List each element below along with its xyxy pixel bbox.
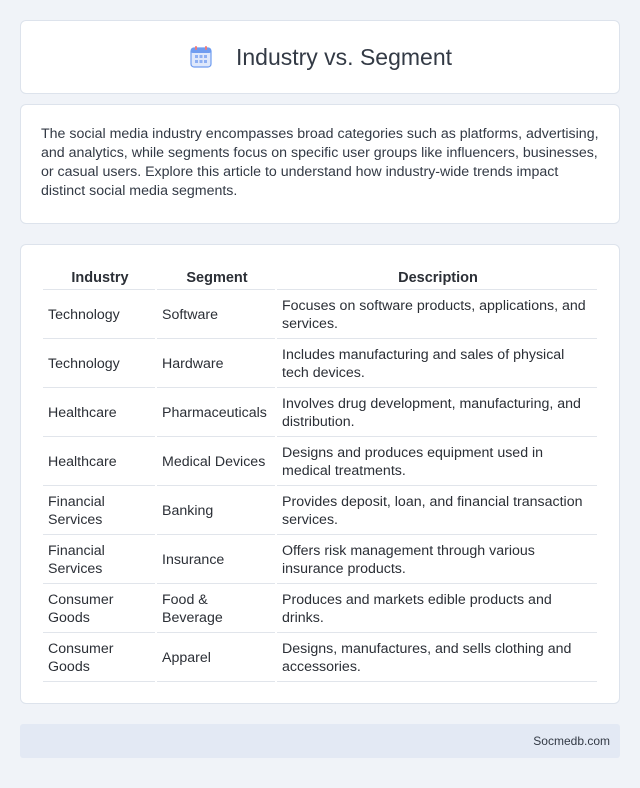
table-row [43,584,599,633]
cell-segment: Food & Beverage [157,584,277,633]
cell-industry: Consumer Goods [43,584,157,633]
table-card [20,244,620,704]
table-header-row [43,265,599,290]
cell-description: Involves drug development, manufacturing, and distribution. [277,388,599,437]
intro-card [20,104,620,224]
cell-industry: Financial Services [43,535,157,584]
cell-segment: Medical Devices [157,437,277,486]
cell-industry: Consumer Goods [43,633,157,682]
cell-segment: Hardware [157,339,277,388]
cell-segment: Software [157,290,277,339]
footer [20,724,620,758]
calendar-icon [188,44,214,70]
header-segment: Segment [157,265,277,290]
cell-description: Provides deposit, loan, and financial transaction services. [277,486,599,535]
table-row [43,633,599,682]
table-row [43,486,599,535]
cell-segment: Pharmaceuticals [157,388,277,437]
table-row [43,339,599,388]
cell-segment: Apparel [157,633,277,682]
title-card [20,20,620,94]
cell-description: Offers risk management through various insurance products. [277,535,599,584]
cell-industry: Financial Services [43,486,157,535]
table-row [43,388,599,437]
cell-description: Produces and markets edible products and drinks. [277,584,599,633]
cell-segment: Banking [157,486,277,535]
cell-industry: Healthcare [43,437,157,486]
header-industry: Industry [43,265,157,290]
footer-site-link[interactable]: Socmedb.com [533,734,610,748]
cell-description: Designs and produces equipment used in medical treatments. [277,437,599,486]
page-title: Industry vs. Segment [235,43,453,70]
intro-text: The social media industry encompasses broad categories such as platforms, advertising, and analytics, while segments focus on specific user groups like influencers, businesses, or casual users. Explore this article to understand how industry-wide trends impact distinct social media segments. [41,126,599,199]
cell-industry: Technology [43,339,157,388]
cell-description: Includes manufacturing and sales of physical tech devices. [277,339,599,388]
cell-segment: Insurance [157,535,277,584]
table-row [43,290,599,339]
industry-table [43,265,599,682]
table-row [43,535,599,584]
table-row [43,437,599,486]
cell-industry: Healthcare [43,388,157,437]
cell-description: Designs, manufactures, and sells clothing and accessories. [277,633,599,682]
title-row [188,44,452,71]
header-description: Description [277,265,599,290]
cell-industry: Technology [43,290,157,339]
cell-description: Focuses on software products, applications, and services. [277,290,599,339]
